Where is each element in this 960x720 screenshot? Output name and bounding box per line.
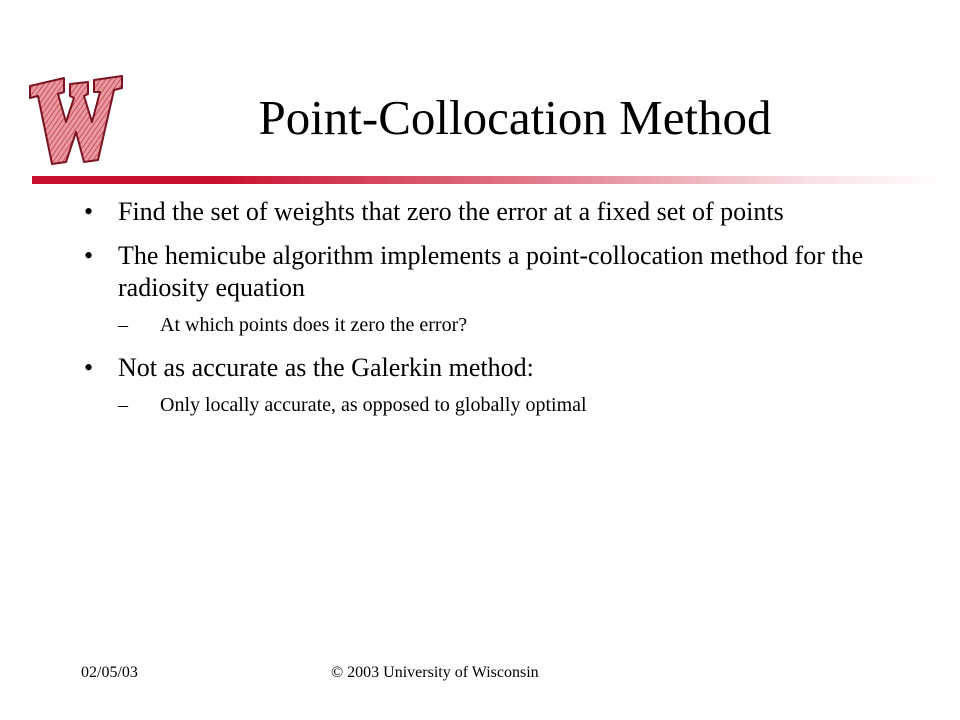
sub-bullet-item — [118, 392, 864, 418]
sub-bullet-text: At which points does it zero the error? — [160, 314, 468, 336]
footer-date: 02/05/03 — [81, 664, 138, 681]
bullet-item — [84, 196, 864, 228]
sub-bullet-item — [118, 312, 864, 338]
bullet-marker: • — [84, 197, 94, 226]
bullet-list — [84, 196, 864, 432]
bullet-marker: • — [84, 241, 94, 270]
sub-bullet-marker: – — [118, 394, 128, 416]
motion-w-logo-icon — [26, 74, 126, 166]
sub-bullet-marker: – — [118, 314, 128, 336]
slide-title: Point-Collocation Method — [258, 90, 772, 145]
title-divider — [32, 176, 950, 184]
bullet-text: Not as accurate as the Galerkin method: — [118, 353, 534, 382]
sub-bullet-text: Only locally accurate, as opposed to globally optimal — [160, 394, 587, 416]
bullet-item — [84, 240, 864, 304]
footer-copyright: © 2003 University of Wisconsin — [331, 664, 539, 681]
bullet-text: Find the set of weights that zero the error at a fixed set of points — [118, 197, 784, 226]
bullet-text: The hemicube algorithm implements a point-collocation method for the radiosity equation — [118, 241, 864, 302]
bullet-marker: • — [84, 353, 94, 382]
bullet-item — [84, 352, 864, 384]
